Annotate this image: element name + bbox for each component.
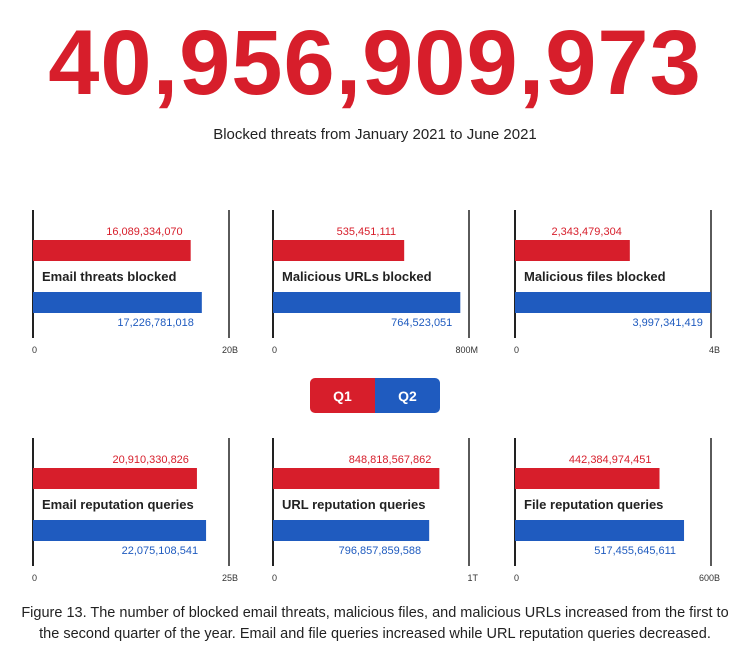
bar-q1-label: 535,451,111: [336, 226, 397, 238]
headline-total: 40,956,909,973: [48, 12, 702, 114]
tick-label-max: 20B: [221, 345, 238, 355]
bar-q1: [515, 240, 630, 261]
bar-q2-label: 764,523,051: [391, 317, 453, 329]
bar-q2: [273, 520, 429, 541]
bar-q1-label: 2,343,479,304: [551, 226, 622, 238]
tick-label-max: 800M: [455, 345, 478, 355]
panel-title: URL reputation queries: [282, 497, 426, 512]
bar-q2: [515, 292, 711, 313]
legend-q2: Q2: [375, 378, 440, 413]
bar-q2-label: 17,226,781,018: [117, 317, 194, 329]
subtitle: Blocked threats from January 2021 to June 2021: [213, 126, 537, 143]
figure-caption: Figure 13. The number of blocked email threats, malicious files, and malicious URLs increased from the first to the second quarter of the year. Email and file queries increased while URL reputation queries decreased.: [21, 605, 729, 642]
bar-q2: [33, 520, 206, 541]
panel-title: Malicious files blocked: [524, 269, 666, 284]
bar-q1: [33, 240, 191, 261]
bar-q2-label: 517,455,645,611: [594, 545, 677, 557]
bar-q1: [515, 468, 660, 489]
tick-label-max: 25B: [221, 573, 238, 583]
panel-title: Email threats blocked: [42, 269, 177, 284]
tick-label-max: 1T: [467, 573, 478, 583]
bar-q2-label: 796,857,859,588: [338, 545, 422, 557]
tick-label-max: 4B: [708, 345, 720, 355]
bar-q1-label: 20,910,330,826: [112, 454, 189, 466]
bar-q1-label: 442,384,974,451: [568, 454, 652, 466]
panel-title: Email reputation queries: [42, 497, 194, 512]
panel-title: File reputation queries: [524, 497, 664, 512]
tick-label-min: 0: [32, 573, 38, 583]
tick-label-min: 0: [272, 345, 278, 355]
bar-q1-label: 848,818,567,862: [348, 454, 432, 466]
tick-label-max: 600B: [698, 573, 720, 583]
legend: [310, 378, 440, 413]
tick-label-min: 0: [514, 573, 520, 583]
tick-label-min: 0: [32, 345, 38, 355]
tick-label-min: 0: [514, 345, 520, 355]
legend-q1: Q1: [310, 378, 375, 413]
tick-label-min: 0: [272, 573, 278, 583]
bar-q1: [273, 240, 404, 261]
panel-title: Malicious URLs blocked: [282, 269, 432, 284]
bar-q2-label: 3,997,341,419: [632, 317, 703, 329]
bar-q2-label: 22,075,108,541: [121, 545, 199, 557]
bar-q2: [273, 292, 460, 313]
bar-q2: [515, 520, 684, 541]
bar-q2: [33, 292, 202, 313]
bar-q1: [273, 468, 439, 489]
bar-q1-label: 16,089,334,070: [106, 226, 183, 238]
bar-q1: [33, 468, 197, 489]
